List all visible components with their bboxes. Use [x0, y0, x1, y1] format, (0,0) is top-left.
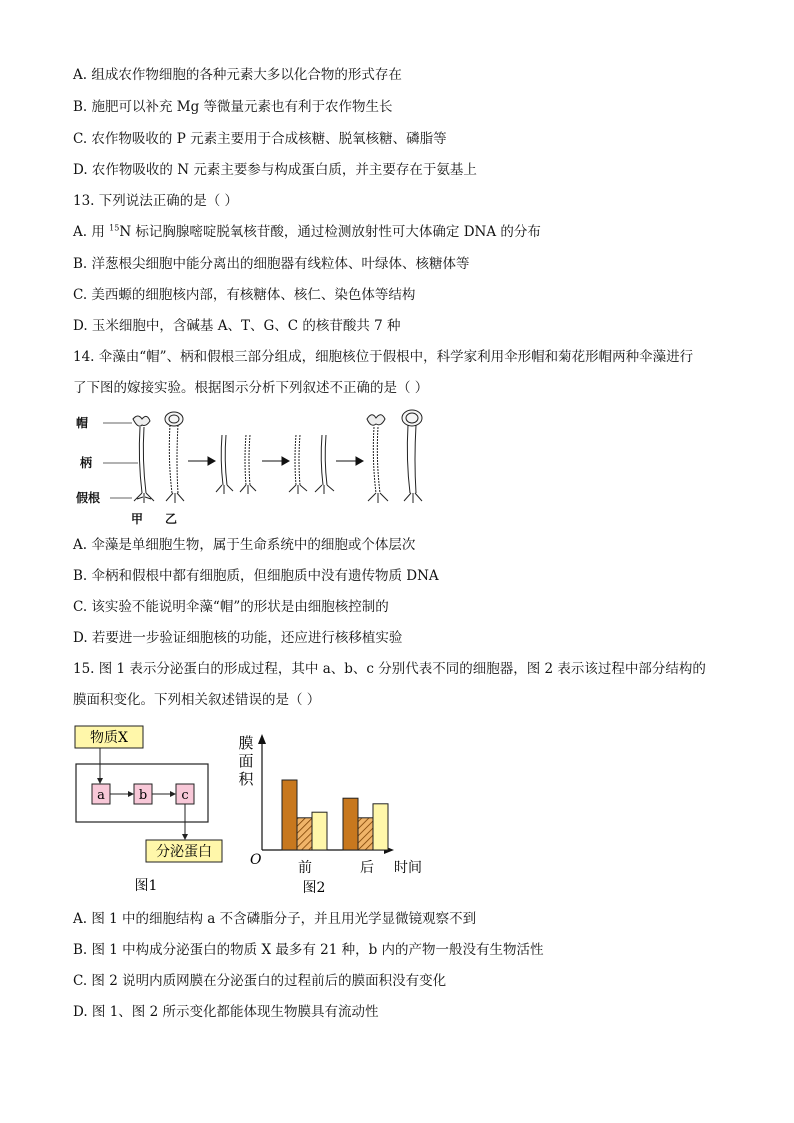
figure-2-membrane-area-chart: [230, 730, 430, 897]
q15-stem-line1: 15. 图 1 表示分泌蛋白的形成过程，其中 a、b、c 分别代表不同的细胞器，图 2 表示该过程中部分结构的: [73, 661, 706, 677]
q14-option-c: C. 该实验不能说明伞藻“帽”的形状是由细胞核控制的: [73, 599, 389, 615]
q13-stem: 13. 下列说法正确的是（ ）: [73, 193, 239, 209]
q13-option-d: D. 玉米细胞中，含碱基 A、T、G、C 的核苷酸共 7 种: [73, 318, 401, 334]
q12-option-b: B. 施肥可以补充 Mg 等微量元素也有利于农作物生长: [73, 99, 393, 115]
stage-4-regenerated: [367, 410, 422, 503]
isotope-mass-number: 15: [109, 223, 120, 233]
q15-option-b: B. 图 1 中构成分泌蛋白的物质 X 最多有 21 种，b 内的产物一般没有生物活性: [73, 942, 544, 958]
q14-option-b: B. 伞柄和假根中都有细胞质，但细胞质中没有遗传物质 DNA: [73, 568, 439, 584]
node-c: c: [181, 788, 189, 803]
arrow-icon: [188, 457, 215, 465]
figure-1-secretion-pathway: [70, 722, 240, 897]
q13-option-a-rest: N 标记胸腺嘧啶脱氧核苷酸，通过检测放射性可大体确定 DNA 的分布: [119, 224, 541, 240]
q12-option-a: A. 组成农作物细胞的各种元素大多以化合物的形式存在: [73, 67, 402, 83]
bar-after-series-2: [358, 818, 373, 850]
bar-before-series-2: [297, 818, 312, 850]
q14-option-d: D. 若要进一步验证细胞核的功能，还应进行核移植实验: [73, 630, 403, 646]
q14-stem-line1: 14. 伞藻由“帽”、柄和假根三部分组成，细胞核位于假根中，科学家利用伞形帽和菊花形帽两种伞藻进行: [73, 349, 694, 365]
label-rhizoid: 假根: [76, 491, 101, 505]
q12-option-d: D. 农作物吸收的 N 元素主要参与构成蛋白质，并主要存在于氨基上: [73, 162, 477, 178]
bar-before-series-1: [282, 780, 297, 850]
y-axis-label-2: 面: [238, 752, 254, 770]
x-axis-label: 时间: [394, 860, 422, 876]
label-cap: 帽: [76, 416, 89, 430]
q13-option-b: B. 洋葱根尖细胞中能分离出的细胞器有线粒体、叶绿体、核糖体等: [73, 256, 470, 272]
node-b: b: [138, 788, 148, 803]
bar-after-series-3: [373, 804, 388, 850]
bar-before-series-3: [312, 812, 327, 850]
substance-x-label: 物质X: [90, 730, 128, 746]
q14-stem-line2: 了下图的嫁接实验。根据图示分析下列叙述不正确的是（ ）: [73, 380, 429, 396]
q15-option-c: C. 图 2 说明内质网膜在分泌蛋白的过程前后的膜面积没有变化: [73, 973, 447, 989]
alga-jia: [133, 416, 154, 503]
alga-yi: [165, 412, 184, 503]
q13-option-c: C. 美西螈的细胞核内部，有核糖体、核仁、染色体等结构: [73, 287, 416, 303]
figure-1-caption: 图1: [134, 878, 158, 894]
tick-label-before: 前: [298, 860, 312, 876]
arrow-icon: [336, 457, 363, 465]
q13-option-a-prefix: A. 用: [73, 224, 110, 240]
bar-after-series-1: [343, 798, 358, 850]
figure-2-caption: 图2: [302, 880, 326, 896]
origin-label: O: [250, 852, 262, 868]
secretory-protein-label: 分泌蛋白: [156, 844, 212, 860]
stage-2-grafts: [216, 435, 256, 494]
label-stalk: 柄: [80, 456, 93, 470]
tick-label-after: 后: [360, 860, 374, 876]
q14-option-a: A. 伞藻是单细胞生物，属于生命系统中的细胞或个体层次: [73, 537, 416, 553]
q15-option-d: D. 图 1、图 2 所示变化都能体现生物膜具有流动性: [73, 1004, 379, 1020]
q13-option-a: [73, 223, 541, 241]
node-a: a: [97, 788, 105, 803]
arrow-icon: [262, 457, 289, 465]
stage-3-grafts: [289, 435, 334, 494]
y-axis-arrow-icon: [258, 734, 266, 744]
q15-stem-line2: 膜面积变化。下列相关叙述错误的是（ ）: [73, 692, 321, 708]
label-jia: 甲: [131, 512, 144, 526]
y-axis-label-3: 积: [238, 770, 254, 788]
q15-option-a: A. 图 1 中的细胞结构 a 不含磷脂分子，并且用光学显微镜观察不到: [73, 911, 477, 927]
label-yi: 乙: [165, 512, 178, 526]
y-axis-label-1: 膜: [238, 734, 254, 752]
acetabularia-grafting-figure: [70, 405, 460, 530]
q12-option-c: C. 农作物吸收的 P 元素主要用于合成核糖、脱氧核糖、磷脂等: [73, 131, 447, 147]
